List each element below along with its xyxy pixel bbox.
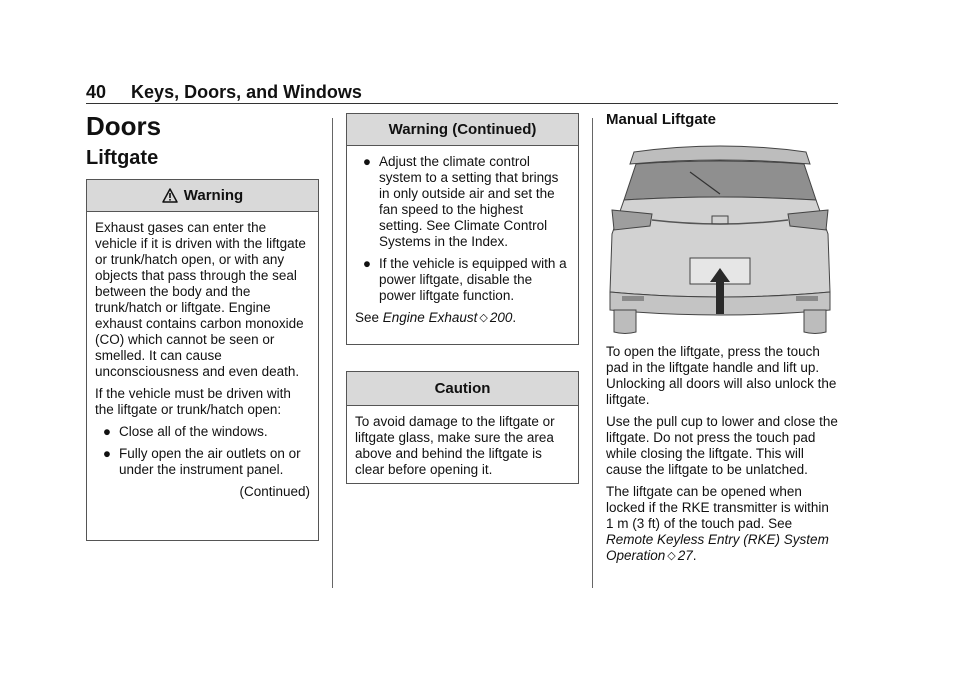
continued-label: (Continued) [239, 484, 310, 499]
body-suffix: . [692, 548, 697, 563]
page-number: 40 [86, 82, 107, 102]
column-divider-1 [332, 118, 333, 588]
doors-heading: Doors [86, 111, 162, 141]
caution-heading: Caution [434, 380, 491, 397]
warning-paragraph: If the vehicle must be driven with the liftgate or trunk/hatch open: [95, 386, 291, 417]
warning-bullet [355, 256, 570, 304]
warning-body [87, 212, 318, 506]
column-divider-2 [592, 118, 593, 588]
warning-bullet [95, 424, 310, 440]
body-paragraph: To open the liftgate, press the touch pad in the liftgate handle and lift up. Unlocking all doors will also unlock the liftgate. [606, 344, 837, 407]
caution-header [347, 372, 578, 406]
warning-bullet [355, 154, 570, 250]
caution-text: To avoid damage to the liftgate or liftgate glass, make sure the area above and behind the liftgate is clear before opening it. [355, 414, 555, 477]
manual-liftgate-heading: Manual Liftgate [606, 111, 717, 128]
warning-continued-heading: Warning (Continued) [388, 121, 537, 138]
caution-body [347, 406, 578, 490]
see-prefix: See [355, 310, 383, 325]
liftgate-heading: Liftgate [86, 147, 159, 169]
bullet-text: Fully open the air outlets on or under the instrument panel. [119, 446, 301, 477]
warning-continued-box [346, 113, 579, 345]
warning-box [86, 179, 319, 541]
page-ref-number[interactable]: 200 [489, 310, 513, 325]
page-ref-icon: ◇ [667, 550, 676, 562]
warning-continued-header [347, 114, 578, 146]
warning-heading: Warning [183, 187, 244, 204]
see-reference [355, 310, 570, 326]
body-text: The liftgate can be opened when locked if the RKE transmitter is within 1 m (3 ft) of the touch pad. See [606, 484, 829, 531]
manual-liftgate-body [606, 344, 838, 570]
page-ref-number[interactable]: 27 [677, 548, 693, 563]
section-title: Keys, Doors, and Windows [131, 82, 362, 102]
liftgate-illustration [606, 142, 834, 336]
warning-bullet [95, 446, 310, 478]
engine-exhaust-link[interactable]: Engine Exhaust [382, 310, 478, 325]
bullet-text: Adjust the climate control system to a setting that brings in only outside air and set the fan speed to the highest setting. See Climate Control Systems in the Index. [379, 154, 559, 249]
warning-paragraph: Exhaust gases can enter the vehicle if it is driven with the liftgate or trunk/hatch open, or with any objects that pass through the seal between the body and the trunk/hatch or liftgate. Engine exhaust contains carbon monoxide (CO) which cannot be seen or smelled. It can cause unconsciousness and even death. [95, 220, 306, 379]
page-ref-icon: ◇ [479, 312, 488, 324]
rke-link[interactable]: Remote Keyless Entry (RKE) System Operation [606, 532, 829, 563]
warning-continued-body [347, 146, 578, 338]
bullet-mark: ● [102, 446, 112, 461]
caution-box [346, 371, 579, 484]
page-header [86, 82, 362, 103]
bullet-mark: ● [362, 154, 372, 169]
bullet-mark: ● [102, 424, 112, 439]
see-suffix: . [512, 310, 517, 325]
warning-triangle-icon [162, 188, 178, 203]
bullet-text: If the vehicle is equipped with a power liftgate, disable the power liftgate function. [379, 256, 567, 303]
bullet-mark: ● [362, 256, 372, 271]
bullet-text: Close all of the windows. [119, 424, 268, 439]
body-paragraph: Use the pull cup to lower and close the liftgate. Do not press the touch pad while closing the liftgate. This will cause the liftgate to be unlatched. [606, 414, 838, 477]
header-rule [86, 103, 838, 104]
warning-box-header [87, 180, 318, 212]
body-paragraph [606, 484, 838, 564]
